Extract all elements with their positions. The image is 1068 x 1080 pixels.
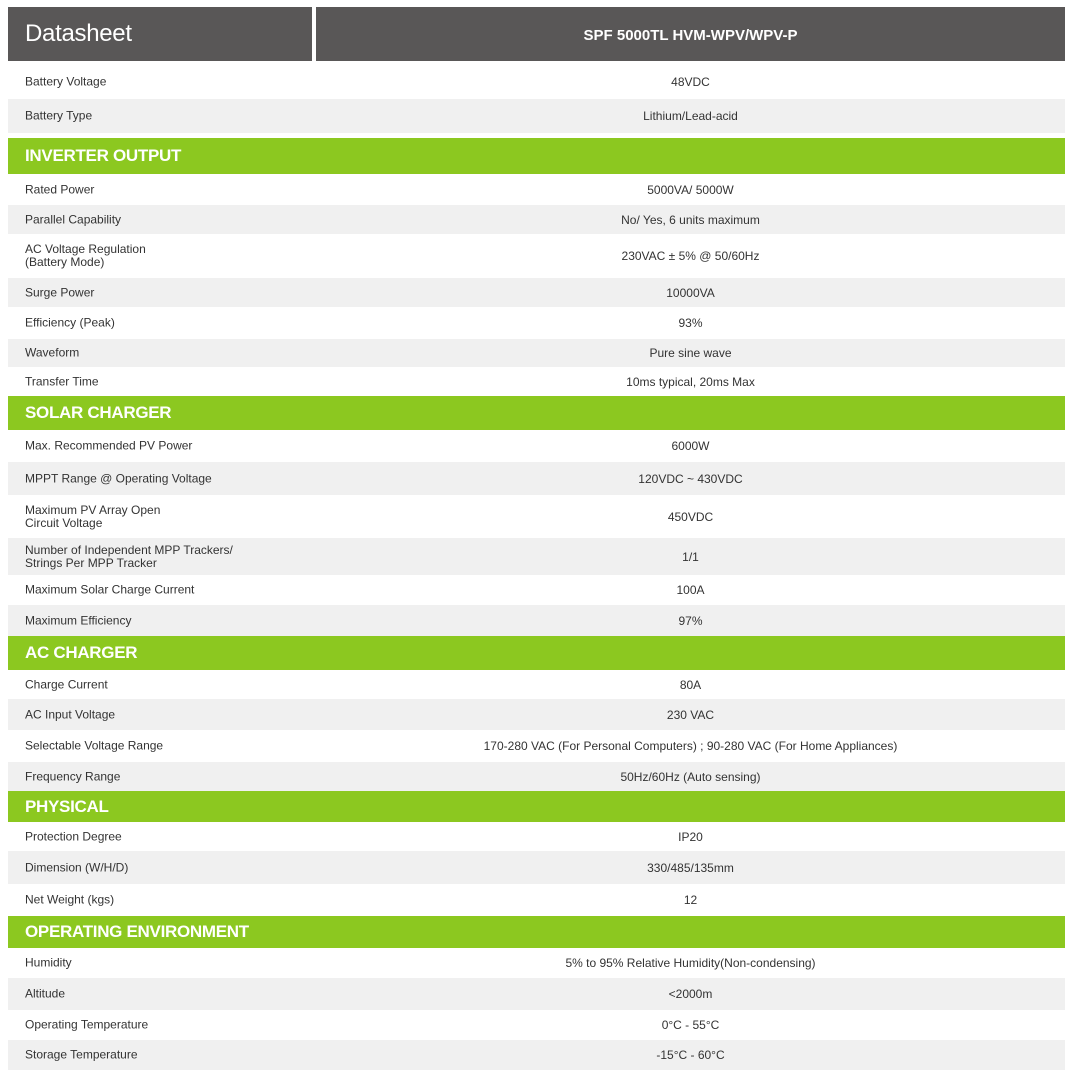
- spec-row: [8, 339, 1065, 367]
- spec-row: [8, 670, 1065, 699]
- spec-row: [8, 234, 1065, 278]
- spec-value: 6000W: [671, 439, 710, 453]
- section-header: [8, 636, 1065, 670]
- spec-value: 10000VA: [666, 285, 715, 300]
- section-header: [8, 138, 1065, 174]
- spec-label: Maximum Efficiency: [25, 613, 132, 627]
- spec-value: 10ms typical, 20ms Max: [626, 374, 755, 389]
- spec-value: 5000VA/ 5000W: [647, 182, 734, 197]
- spec-label: Dimension (W/H/D): [25, 860, 129, 874]
- spec-row: [8, 495, 1065, 538]
- spec-row: [8, 430, 1065, 462]
- spec-label: Efficiency (Peak): [25, 315, 115, 330]
- datasheet-header: [8, 7, 1065, 61]
- spec-row: [8, 605, 1065, 636]
- spec-row: [8, 762, 1065, 791]
- spec-row: [8, 1040, 1065, 1070]
- spec-value: 450VDC: [667, 509, 714, 524]
- spec-row: [8, 462, 1065, 495]
- spec-row: [8, 1010, 1065, 1040]
- spec-label: Selectable Voltage Range: [25, 738, 164, 753]
- spec-value: Lithium/Lead-acid: [643, 109, 738, 123]
- header-title-cell: [8, 7, 312, 61]
- spec-value: 230 VAC: [666, 707, 715, 722]
- spec-row: [8, 699, 1065, 730]
- spec-value: 100A: [676, 583, 705, 597]
- spec-label: AC Voltage Regulation (Battery Mode): [25, 242, 146, 269]
- spec-value: Pure sine wave: [649, 346, 732, 360]
- spec-label: AC Input Voltage: [25, 707, 116, 721]
- spec-label: Number of Independent MPP Trackers/ Strings Per MPP Tracker: [25, 542, 233, 570]
- section-title: PHYSICAL: [25, 796, 109, 816]
- section-title: AC CHARGER: [25, 643, 138, 662]
- spec-value: 50Hz/60Hz (Auto sensing): [620, 769, 761, 784]
- spec-label: Altitude: [25, 986, 66, 1001]
- spec-value: 93%: [678, 316, 703, 330]
- spec-value: 120VDC ~ 430VDC: [638, 471, 743, 486]
- spec-row: [8, 174, 1065, 205]
- section-header: [8, 396, 1065, 430]
- spec-row: [8, 307, 1065, 339]
- spec-label: Parallel Capability: [25, 212, 122, 226]
- spec-value: -15°C - 60°C: [656, 1048, 725, 1062]
- spec-value: 230VAC ± 5% @ 50/60Hz: [621, 249, 760, 263]
- spec-label: Net Weight (kgs): [25, 892, 115, 907]
- spec-row: [8, 575, 1065, 605]
- spec-label: Humidity: [25, 955, 72, 970]
- spec-label: Charge Current: [25, 677, 108, 691]
- spec-value: 170-280 VAC (For Personal Computers) ; 90-280 VAC (For Home Appliances): [483, 739, 898, 753]
- spec-row: [8, 367, 1065, 396]
- spec-label: Frequency Range: [25, 769, 121, 783]
- section-header: [8, 791, 1065, 822]
- spec-row: [8, 822, 1065, 851]
- header-model-cell: [316, 7, 1065, 61]
- spec-row: [8, 730, 1065, 762]
- spec-row: [8, 538, 1065, 575]
- spec-label: Battery Voltage: [25, 74, 107, 88]
- header-title: Datasheet: [25, 20, 132, 47]
- spec-value: 48VDC: [671, 74, 710, 89]
- spec-label: Max. Recommended PV Power: [25, 438, 193, 453]
- spec-value: 330/485/135mm: [647, 860, 734, 875]
- spec-label: Protection Degree: [25, 829, 122, 843]
- spec-label: Battery Type: [25, 108, 93, 123]
- spec-row: [8, 99, 1065, 133]
- spec-label: Maximum Solar Charge Current: [25, 582, 195, 597]
- spec-value: 1/1: [682, 549, 699, 564]
- spec-label: Rated Power: [25, 182, 95, 196]
- spec-label: Maximum PV Array Open Circuit Voltage: [25, 502, 161, 530]
- spec-value: 12: [683, 893, 698, 907]
- spec-row: [8, 884, 1065, 916]
- section-title: SOLAR CHARGER: [25, 403, 172, 422]
- spec-value: 80A: [679, 677, 702, 692]
- section-title: OPERATING ENVIRONMENT: [25, 922, 249, 941]
- spec-value: <2000m: [668, 987, 713, 1001]
- spec-row: [8, 978, 1065, 1010]
- spec-row: [8, 278, 1065, 307]
- spec-label: Storage Temperature: [25, 1047, 138, 1062]
- spec-label: Waveform: [25, 345, 80, 360]
- spec-row: [8, 64, 1065, 99]
- spec-label: Operating Temperature: [25, 1017, 149, 1032]
- spec-value: No/ Yes, 6 units maximum: [621, 212, 760, 227]
- section-header: [8, 916, 1065, 948]
- header-model: SPF 5000TL HVM-WPV/WPV-P: [583, 27, 798, 44]
- spec-row: [8, 851, 1065, 884]
- spec-label: MPPT Range @ Operating Voltage: [25, 471, 212, 485]
- spec-row: [8, 948, 1065, 978]
- spec-value: IP20: [678, 829, 703, 844]
- spec-value: 97%: [678, 613, 703, 628]
- spec-label: Surge Power: [25, 285, 95, 299]
- spec-row: [8, 205, 1065, 234]
- spec-value: 0°C - 55°C: [661, 1018, 720, 1032]
- section-title: INVERTER OUTPUT: [25, 146, 182, 165]
- spec-label: Transfer Time: [25, 374, 99, 388]
- spec-value: 5% to 95% Relative Humidity(Non-condensing): [565, 956, 816, 970]
